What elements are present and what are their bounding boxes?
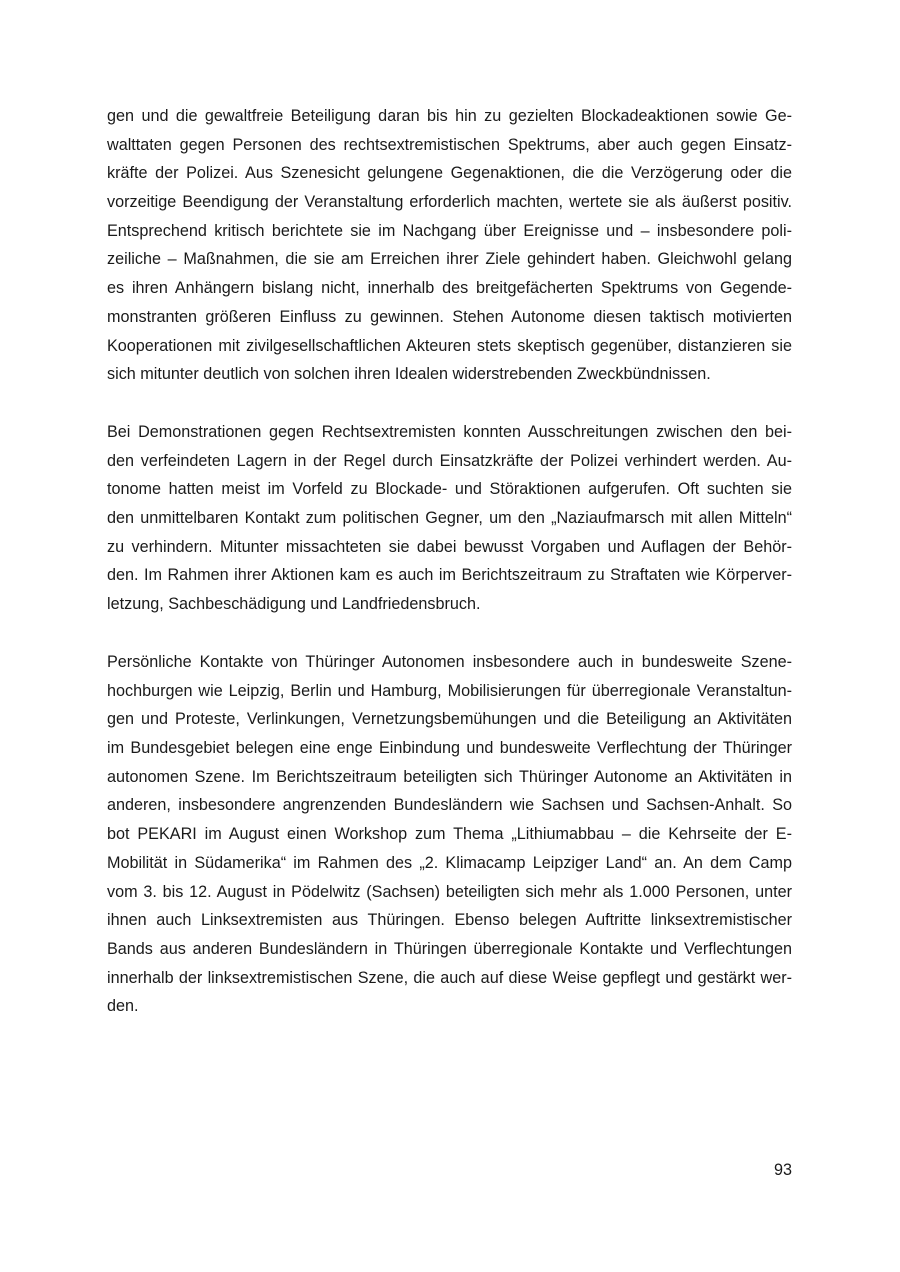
- text-line: Bands aus anderen Bundesländern in Thüringen überregionale Kontakte und Verflechtungen: [107, 939, 792, 958]
- text-line: hochburgen wie Leipzig, Berlin und Hamburg, Mobilisierungen für überregionale Veranstaltun-: [107, 681, 792, 700]
- text-line: ihnen auch Linksextremisten aus Thüringen. Ebenso belegen Auftritte linksextremistischer: [107, 911, 792, 930]
- text-line: vom 3. bis 12. August in Pödelwitz (Sachsen) beteiligten sich mehr als 1.000 Personen, unter: [107, 882, 792, 901]
- page-number: 93: [773, 1161, 792, 1179]
- text-line: kräfte der Polizei. Aus Szenesicht gelungene Gegenaktionen, die die Verzögerung oder die: [107, 164, 792, 183]
- text-line: gen und Proteste, Verlinkungen, Vernetzungsbemühungen und die Beteiligung an Aktivitäten: [107, 710, 792, 729]
- text-line: vorzeitige Beendigung der Veranstaltung erforderlich machten, wertete sie als äußerst positiv.: [107, 193, 792, 212]
- text-line: den unmittelbaren Kontakt zum politischen Gegner, um den „Naziaufmarsch mit allen Mitteln“: [107, 509, 792, 528]
- text-line: den verfeindeten Lagern in der Regel durch Einsatzkräfte der Polizei verhindert werden. Au-: [107, 451, 792, 470]
- text-line: es ihren Anhängern bislang nicht, innerhalb des breitgefächerten Spektrums von Gegende-: [107, 279, 792, 298]
- text-line: Mobilität in Südamerika“ im Rahmen des „2. Klimacamp Leipziger Land“ an. An dem Camp: [107, 853, 792, 872]
- text-line: letzung, Sachbeschädigung und Landfriedensbruch.: [107, 595, 481, 614]
- text-line: autonomen Szene. Im Berichtszeitraum beteiligten sich Thüringer Autonome an Aktivitäten in: [107, 767, 792, 786]
- text-line: Bei Demonstrationen gegen Rechtsextremisten konnten Ausschreitungen zwischen den bei-: [107, 423, 792, 441]
- paragraph-nationwide-contacts: [107, 648, 792, 1021]
- text-line: monstranten größeren Einfluss zu gewinnen. Stehen Autonome diesen taktisch motivierten: [107, 307, 792, 326]
- text-line: Kooperationen mit zivilgesellschaftlichen Akteuren stets skeptisch gegenüber, distanzieren sie: [107, 336, 792, 355]
- paragraph-demonstrations: [107, 418, 792, 619]
- text-line: sich mitunter deutlich von solchen ihren Idealen widerstrebenden Zweckbündnissen.: [107, 365, 711, 384]
- paragraph-autonomous-protest-tactics: [107, 102, 792, 389]
- text-line: im Bundesgebiet belegen eine enge Einbindung und bundesweite Verflechtung der Thüringer: [107, 739, 792, 758]
- text-line: den. Im Rahmen ihrer Aktionen kam es auch im Berichtszeitraum zu Straftaten wie Körperver-: [107, 566, 792, 585]
- text-line: gen und die gewaltfreie Beteiligung daran bis hin zu gezielten Blockadeaktionen sowie Ge-: [107, 107, 792, 125]
- text-line: walttaten gegen Personen des rechtsextremistischen Spektrums, aber auch gegen Einsatz-: [107, 135, 792, 154]
- text-line: den.: [107, 997, 139, 1016]
- text-line: Persönliche Kontakte von Thüringer Autonomen insbesondere auch in bundesweite Szene-: [107, 653, 792, 671]
- text-line: bot PEKARI im August einen Workshop zum Thema „Lithiumabbau – die Kehrseite der E-: [107, 825, 792, 844]
- text-line: zeiliche – Maßnahmen, die sie am Erreichen ihrer Ziele gehindert haben. Gleichwohl gelang: [107, 250, 792, 269]
- text-line: zu verhindern. Mitunter missachteten sie dabei bewusst Vorgaben und Auflagen der Behör-: [107, 537, 792, 556]
- text-line: anderen, insbesondere angrenzenden Bundesländern wie Sachsen und Sachsen-Anhalt. So: [107, 796, 792, 815]
- text-line: Entsprechend kritisch berichtete sie im Nachgang über Ereignisse und – insbesondere poli-: [107, 221, 792, 240]
- text-line: tonome hatten meist im Vorfeld zu Blockade- und Störaktionen aufgerufen. Oft suchten sie: [107, 480, 792, 499]
- text-line: innerhalb der linksextremistischen Szene, die auch auf diese Weise gepflegt und gestärkt wer-: [107, 968, 792, 987]
